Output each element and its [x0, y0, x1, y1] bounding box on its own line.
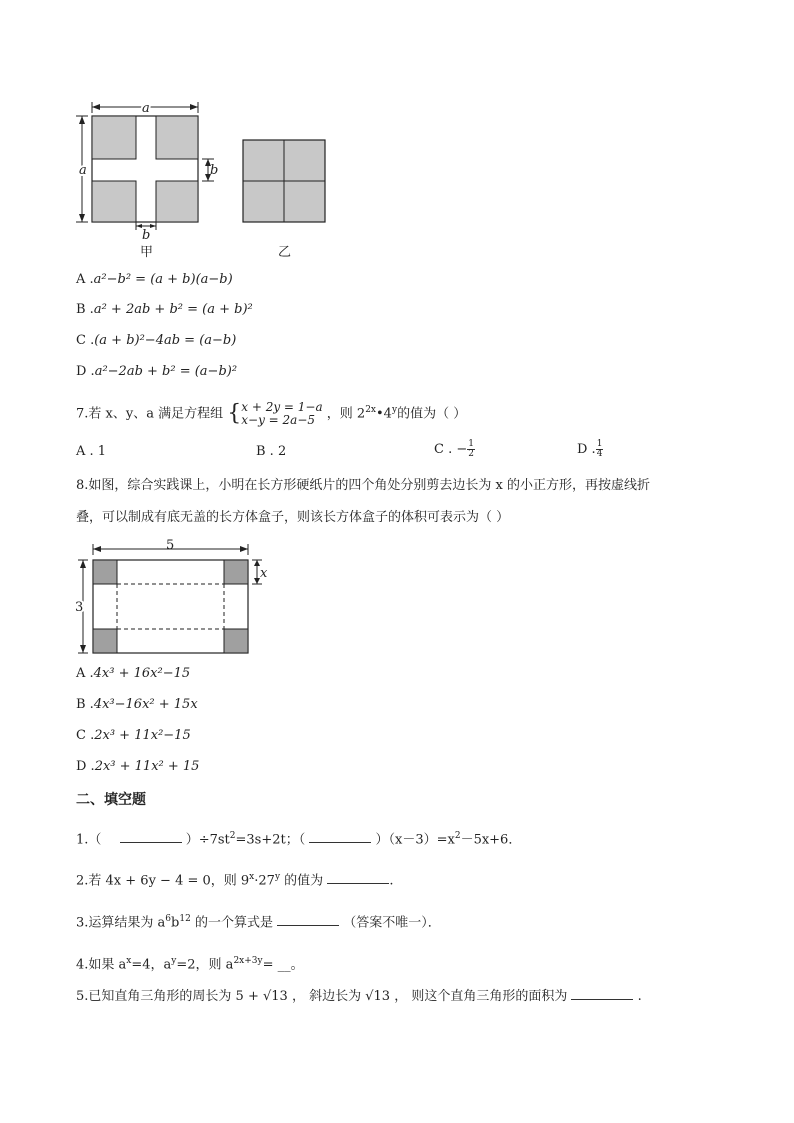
fill-q5: 5.已知直角三角形的周长为 5 + √13 ， 斜边长为 √13 ， 则这个直角三角形的面积为 .	[76, 989, 642, 1004]
q8-stem-line2: 叠，可以制成有底无盖的长方体盒子，则该长方体盒子的体积可表示为（ ）	[76, 510, 510, 525]
system-brace: {	[227, 400, 242, 426]
section-title: 二、填空题	[76, 792, 146, 808]
cut-corner-tl	[93, 560, 117, 584]
q7-option-c[interactable]: C . − $\frac{1}{2}$	[434, 439, 474, 459]
q8-stem-line1: 8.如图，综合实践课上，小明在长方形硬纸片的四个角处分别剪去边长为 x 的小正方形，再按虚线折	[76, 478, 651, 493]
answer-blank-2[interactable]	[327, 871, 389, 884]
label-width: 5	[166, 538, 175, 553]
corner-bl	[92, 181, 136, 222]
q8-option-b[interactable]: B .4x³−16x² + 15x	[76, 697, 198, 712]
caption-jia: 甲	[140, 245, 154, 260]
corner-tl	[92, 116, 136, 159]
figure-box-net	[70, 535, 280, 660]
fill-q1: 1.（ ）$\div 7st^2=3s+2t$；（ ）$(x-3)=x^2-5x+6$．	[76, 831, 522, 848]
q8-option-c[interactable]: C .2x³ + 11x²−15	[76, 728, 191, 743]
label-b-bottom: b	[142, 228, 151, 243]
q6-option-d[interactable]: D .a²−2ab + b² = (a−b)²	[76, 364, 238, 379]
fill-q2: 2.若 4x + 6y − 4 = 0，则 $9^x\cdot 27^y$ 的值为 .	[76, 872, 394, 889]
q8-option-a[interactable]: A .4x³ + 16x²−15	[76, 666, 191, 681]
label-b-right: b	[210, 163, 219, 178]
equation-system: x + 2y = 1−a x−y = 2a−5	[241, 399, 323, 427]
figure-squares	[70, 96, 340, 264]
q6-option-a[interactable]: A .a²−b² = (a + b)(a−b)	[76, 272, 233, 287]
label-a-top: a	[142, 101, 150, 116]
fill-q3: 3.运算结果为 $a^6b^{12}$ 的一个算式是 （答案不唯一）．	[76, 914, 441, 931]
fill-q4: 4.如果 $a^x=4$，$a^y=2$，则 $a^{2x+3y}=$ __。	[76, 956, 304, 973]
q6-option-c[interactable]: C .(a + b)²−4ab = (a−b)	[76, 333, 237, 348]
corner-br	[156, 181, 198, 222]
answer-blank-3[interactable]	[277, 913, 339, 926]
q7-option-a[interactable]: A . 1	[76, 444, 107, 459]
q6-option-b[interactable]: B .a² + 2ab + b² = (a + b)²	[76, 302, 253, 317]
answer-blank-1b[interactable]	[309, 830, 371, 843]
cut-corner-bl	[93, 629, 117, 653]
label-a-left: a	[79, 163, 87, 178]
answer-blank-1a[interactable]	[120, 830, 182, 843]
q7-option-d[interactable]: D . $\frac{1}{4}$	[577, 439, 603, 459]
q8-option-d[interactable]: D .2x³ + 11x² + 15	[76, 759, 200, 774]
q7-stem: 7.若 x、y、a 满足方程组 {x + 2y = 1−a x−y = 2a−5 ，则 $2^{2x}•4^y$的值为（ ）	[76, 399, 467, 427]
corner-tr	[156, 116, 198, 159]
label-height: 3	[75, 600, 84, 615]
cut-corner-br	[224, 629, 248, 653]
cut-corner-tr	[224, 560, 248, 584]
q7-option-b[interactable]: B . 2	[256, 444, 287, 459]
answer-blank-5[interactable]	[571, 987, 633, 1000]
label-x: x	[260, 566, 268, 581]
caption-yi: 乙	[278, 245, 292, 260]
